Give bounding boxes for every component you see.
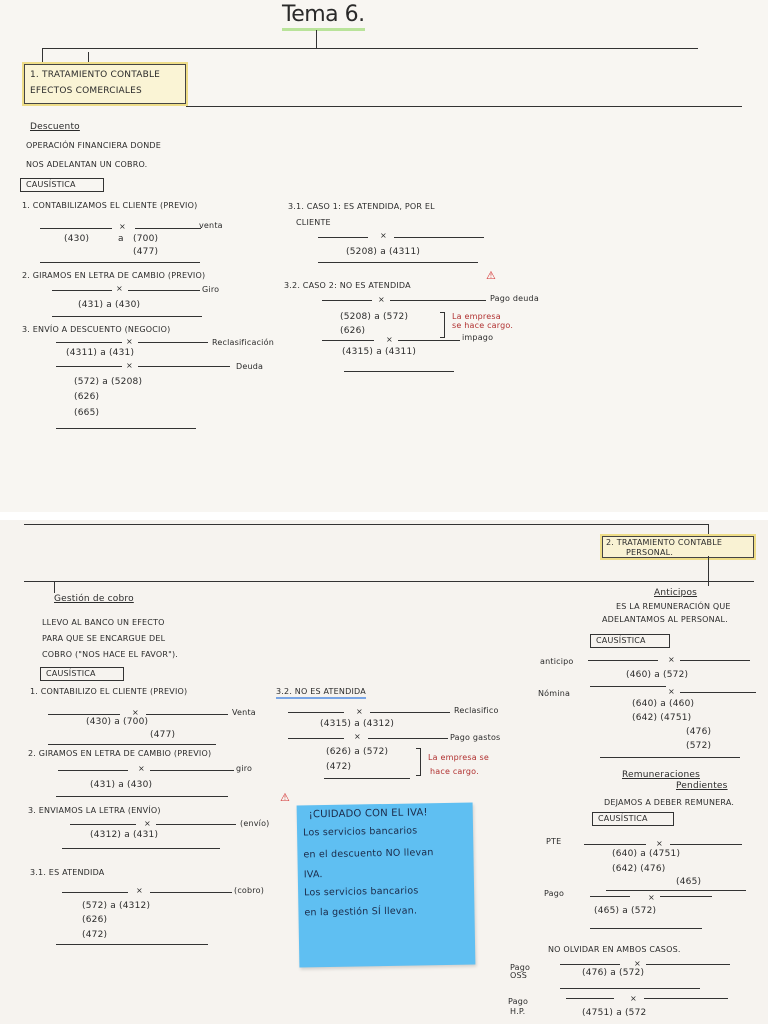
personal-title-2: PERSONAL. [626,548,674,557]
sticky-note [297,802,476,967]
ledger-line [606,890,746,891]
ledger-line [52,316,202,317]
ledger-x: × [634,959,641,968]
b-step32-title: 3.2. NO ES ATENDIDA [276,686,366,699]
ledger-line [62,848,220,849]
ledger-line [56,366,122,367]
page-title: Tema 6. [282,2,365,31]
mid-branch [88,52,89,64]
pago-hp-1: Pago [508,997,529,1006]
sticky-line-1: ¡CUIDADO CON EL IVA! [308,807,428,821]
step1-line-b: a [118,234,124,244]
ledger-line [138,342,208,343]
ledger-line [156,824,236,825]
step3-line1: (4311) a (431) [66,348,135,358]
ledger-line [680,692,756,693]
step2-title: 2. GIRAMOS EN LETRA DE CAMBIO (PREVIO) [22,271,206,280]
bracket [416,748,421,776]
step32-note-2: se hace cargo. [452,321,514,330]
pago-hp-2: H.P. [510,1007,526,1016]
ledger-line [40,228,112,229]
ledger-line [584,844,646,845]
ledger-x: × [354,732,361,741]
sticky-line-6: en la gestión SÍ llevan. [304,905,418,919]
b-step31-line-c: (472) [82,930,108,940]
pago-oss-line: (476) a (572) [582,968,645,978]
nomina-line-b: (642) (4751) [632,713,692,723]
gestion-title: Gestión de cobro [54,594,134,604]
anticipo-line: (460) a (572) [626,670,689,680]
right-branch [708,524,709,536]
ledger-line [590,896,630,897]
pte-line-b: (642) (476) [612,864,666,874]
b-step2-line: (431) a (430) [90,780,153,790]
step32-line-c: (4315) a (4311) [342,347,417,357]
b-step32-label2: Pago gastos [450,733,501,742]
ledger-line [56,796,228,797]
anticipos-def-2: ADELANTAMOS AL PERSONAL. [602,615,728,624]
ledger-line [48,744,216,745]
b-step31-line-b: (626) [82,915,108,925]
ledger-x: × [136,886,143,895]
step3-line2a: (572) a (5208) [74,377,143,387]
ledger-line [670,844,742,845]
warning-icon: ⚠ [280,791,291,804]
ledger-line [590,928,702,929]
title-connector [316,30,317,48]
step32-line-b: (626) [340,326,366,336]
remuneraciones-def: DEJAMOS A DEBER REMUNERA. [604,798,735,807]
nomina-label: Nómina [538,689,571,698]
step3-line2b: (626) [74,392,100,402]
ledger-x: × [144,819,151,828]
ledger-line [40,262,200,263]
nomina-line-d: (572) [686,741,712,751]
ledger-line [322,340,374,341]
bracket [440,312,445,338]
section-title-line1: 1. TRATAMIENTO CONTABLE [30,70,161,80]
b-step32-line-c: (472) [326,762,352,772]
ledger-line [48,714,120,715]
remuneraciones-title-1: Remuneraciones [622,770,700,780]
sticky-line-2: Los servicios bancarios [302,825,418,839]
ledger-line [58,770,128,771]
b-step31-title: 3.1. ES ATENDIDA [30,868,105,877]
ledger-line [56,428,196,429]
ledger-line [150,770,234,771]
ledger-line [680,660,750,661]
top-branch-line [42,48,698,49]
left-branch-bottom [54,581,55,593]
ledger-x: × [116,284,123,293]
b-step3-title: 3. ENVIAMOS LA LETRA (ENVÍO) [28,806,161,815]
ledger-x: × [386,335,393,344]
ledger-line [560,988,700,989]
step32-label2: impago [462,333,494,342]
pago-line: (465) a (572) [594,906,657,916]
ledger-line [370,712,450,713]
ledger-line [288,738,344,739]
b-step32-line-b: (626) a (572) [326,747,389,757]
step1-title: 1. CONTABILIZAMOS EL CLIENTE (PREVIO) [22,201,198,210]
step3-label2: Deuda [236,362,264,371]
step2-label: Giro [202,285,220,294]
gestion-def-2: PARA QUE SE ENCARGUE DEL [42,634,166,643]
step31-line: (5208) a (4311) [346,247,421,257]
b-step3-label: (envío) [240,819,270,828]
pte-line-a: (640) a (4751) [612,849,681,859]
step32-label1: Pago deuda [490,294,539,303]
personal-title-1: 2. TRATAMIENTO CONTABLE [606,538,723,547]
sticky-line-4: IVA. [303,869,323,881]
b-step2-label: giro [236,764,253,773]
ledger-line [590,686,666,687]
ledger-line [646,964,730,965]
ledger-x: × [648,893,655,902]
step32-title: 3.2. CASO 2: NO ES ATENDIDA [284,281,411,290]
anticipo-label: anticipo [540,657,574,666]
ledger-line [70,824,136,825]
step1-line-c: (700) [133,234,159,244]
ledger-line [56,342,122,343]
ledger-line [390,300,486,301]
step3-line2c: (665) [74,408,100,418]
step1-line-a: (430) [64,234,90,244]
left-branch [42,48,43,64]
warning-icon: ⚠ [486,269,497,282]
pago-oss-2: OSS [510,971,528,980]
ledger-x: × [668,655,675,664]
ledger-line [368,738,448,739]
b-step1-label: Venta [232,708,256,717]
ledger-line [588,660,658,661]
sticky-line-3: en el descuento NO llevan [303,847,434,861]
step3-label1: Reclasificación [212,338,274,347]
pago-label: Pago [544,889,565,898]
b-step31-line-a: (572) a (4312) [82,901,151,911]
pte-line-c: (465) [676,877,702,887]
nomina-line-a: (640) a (460) [632,699,695,709]
ledger-x: × [138,764,145,773]
step1-label: venta [199,221,223,230]
ledger-line [324,778,410,779]
ledger-x: × [132,708,139,717]
ledger-line [344,371,454,372]
b-step1-line-b: (477) [150,730,176,740]
pago-hp-line: (4751) a (572 [582,1008,647,1018]
descuento-def-2: NOS ADELANTAN UN COBRO. [26,160,148,169]
b-step32-label1: Reclasifico [454,706,499,715]
ledger-x: × [656,839,663,848]
ledger-line [322,300,372,301]
ledger-line [135,228,201,229]
ledger-x: × [119,222,126,231]
anticipos-def-1: ES LA REMUNERACIÓN QUE [616,602,731,611]
pte-label: PTE [546,837,562,846]
ledger-line [318,262,478,263]
gestion-def-1: LLEVO AL BANCO UN EFECTO [42,618,165,627]
ledger-x: × [126,361,133,370]
casuistica-label-4: CAUSÍSTICA [598,814,648,823]
bottom-branch-line [24,581,754,582]
ledger-line [398,340,460,341]
ledger-x: × [356,707,363,716]
ledger-line [52,290,112,291]
ledger-x: × [380,231,387,240]
ledger-x: × [630,994,637,1003]
ledger-x: × [126,337,133,346]
b-step31-label: (cobro) [234,886,265,895]
b-step1-title: 1. CONTABILIZO EL CLIENTE (PREVIO) [30,687,188,696]
ledger-line [138,366,230,367]
ledger-line [128,290,200,291]
section-rule [186,106,742,107]
b-step2-title: 2. GIRAMOS EN LETRA DE CAMBIO (PREVIO) [28,749,212,758]
nomina-line-c: (476) [686,727,712,737]
casuistica-label-2: CAUSÍSTICA [46,669,96,678]
b-step32-note-1: La empresa se [428,753,490,762]
casuistica-label-3: CAUSÍSTICA [596,636,646,645]
step32-note-1: La empresa [452,312,501,321]
ledger-x: × [668,687,675,696]
ledger-x: × [378,295,385,304]
sticky-line-5: Los servicios bancarios [304,885,419,899]
ledger-line [62,892,128,893]
step31-title-2: CLIENTE [296,218,331,227]
b-step3-line: (4312) a (431) [90,830,159,840]
casuistica-label: CAUSÍSTICA [26,180,76,189]
ledger-line [394,237,484,238]
pago-oss-1: Pago [510,963,531,972]
ledger-line [150,892,232,893]
ledger-line [318,237,368,238]
ledger-line [600,757,740,758]
descuento-def-1: OPERACIÓN FINANCIERA DONDE [26,141,162,150]
ledger-line [660,896,712,897]
step2-line: (431) a (430) [78,300,141,310]
descuento-title: Descuento [30,122,80,132]
bottom-top-rule [24,524,708,525]
page-gap [0,512,768,520]
ledger-line [288,712,344,713]
no-olvidar: NO OLVIDAR EN AMBOS CASOS. [548,945,681,954]
step3-title: 3. ENVÍO A DESCUENTO (NEGOCIO) [22,325,171,334]
ledger-line [566,998,614,999]
remuneraciones-title-2: Pendientes [676,781,728,791]
ledger-line [644,998,728,999]
ledger-line [560,964,620,965]
anticipos-connector [708,556,709,586]
ledger-line [146,714,228,715]
step31-title-1: 3.1. CASO 1: ES ATENDIDA, POR EL [288,202,435,211]
section-title-line2: EFECTOS COMERCIALES [30,86,142,96]
step1-line-d: (477) [133,247,159,257]
b-step32-note-2: hace cargo. [430,767,479,776]
b-step32-line-a: (4315) a (4312) [320,719,395,729]
b-step1-line-a: (430) a (700) [86,717,149,727]
step32-line-a: (5208) a (572) [340,312,409,322]
ledger-line [56,944,208,945]
gestion-def-3: COBRO ("NOS HACE EL FAVOR"). [42,650,179,659]
anticipos-title: Anticipos [654,588,698,598]
